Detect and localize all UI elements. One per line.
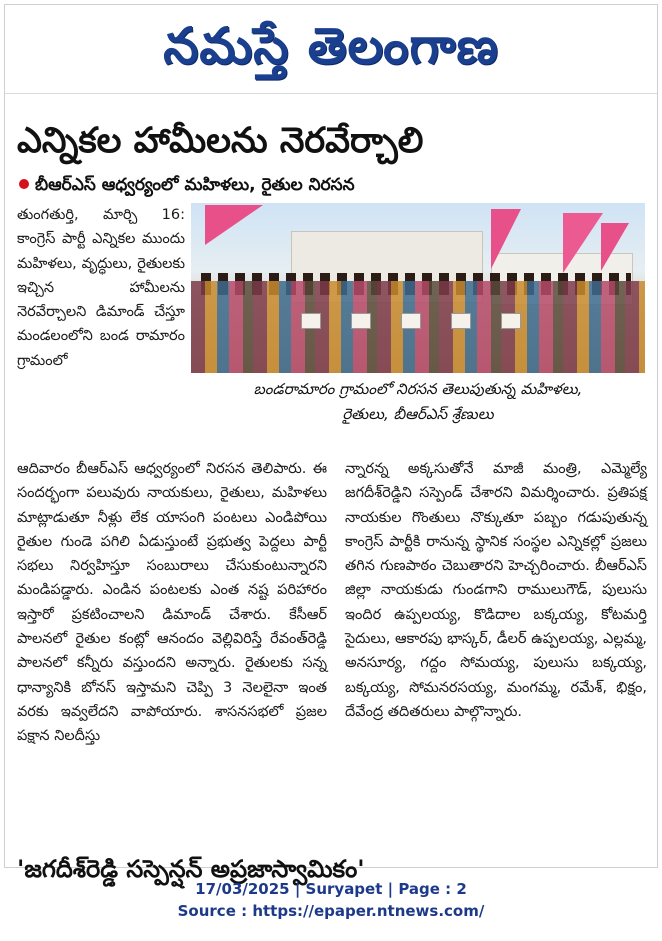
placard [301,313,321,329]
placard [501,313,521,329]
article-column-2 [345,457,647,724]
newspaper-clipping [4,4,658,883]
footer-date-edition: 17/03/2025 | Suryapet | Page : 2 [195,880,467,898]
flag-shape [563,213,603,273]
article-column-1-bottom [17,457,327,749]
bullet-icon [19,179,29,189]
news-photo [191,203,645,373]
subhead-text: బీఆర్ఎస్ ఆధ్వర్యంలో మహిళలు, రైతుల నిరసన [35,175,355,195]
flag-shape [601,223,629,271]
article-text: ఆదివారం బీఆర్ఎస్ ఆధ్వర్యంలో నిరసన తెలిపారు. ఈ సందర్భంగా పలువురు నాయకులు, రైతులు, మహిళలు మాట్లాడుతూ నీళ్లు లేక యాసంగి పంటలు ఎండిపోయి రైతుల గుండె పగిలి ఏడుస్తుంటే ప్రభుత్వ పెద్దలు పార్టీ సభలు నిర్వహిస్తూ సంబురాలు చేసుకుంటున్నారని మండిపడ్డారు. ఎండిన పంటలకు ఎంత నష్ట పరిహారం ఇస్తారో ప్రకటించాలని డిమాండ్ చేశారు. కేసీఆర్ పాలనలో రైతుల కంట్లో ఆనందం వెల్లివిరిస్తే రేవంత్‌రెడ్డి పాలనలో కన్నీరు వస్తుందని అన్నారు. రైతులకు సన్న ధాన్యానికి బోనస్ ఇస్తామని చెప్పి 3 నెలలైనా ఇంత వరకు ఇవ్వలేదని వాపోయారు. శాసనసభలో ప్రజల పక్షాన నిలదీస్తు [17,461,327,745]
article-text: న్నారన్న అక్కసుతోనే మాజీ మంత్రి, ఎమ్మెల్యే జగదీశ్‌రెడ్డిని సస్పెండ్ చేశారని విమర్శించారు. ప్రతిపక్ష నాయకుల గొంతులు నొక్కుతూ పబ్బం గడుపుతున్న కాంగ్రెస్ పార్టీకి రానున్న స్థానిక సంస్థల ఎన్నికల్లో ప్రజలు తగిన గుణపాఠం చెబుతారని హెచ్చరించారు. బీఆర్ఎస్ జిల్లా నాయకుడు గుండగాని రాములుగౌడ్, పులుసు ఇందిర ఉప్పలయ్య, కొడిదాల బక్కయ్య, కోటమర్తి సైదులు, ఆకారపు భాస్కర్, డీలర్ ఉప్పలయ్య, ఎల్లమ్మ, అనసూర్య, గద్దం సోమయ్య, పులుసు బక్కయ్య, బక్కయ్య, సోమనరసయ్య, మంగమ్మ, రమేశ్, భిక్షం, దేవేంద్ర తదితరులు పాల్గొన్నారు. [345,461,647,720]
placard [351,313,371,329]
article-text: తుంగతుర్తి, మార్చి 16: కాంగ్రెస్ పార్టీ ఎన్నికల ముందు మహిళలు, వృద్ధులు, రైతులకు ఇచ్చిన హామీలను నెరవేర్చాలని డిమాండ్ చేస్తూ మండలంలోని బండ రామారం గ్రామంలో [17,207,185,369]
footer-source-link[interactable]: Source : https://epaper.ntnews.com/ [177,902,485,920]
article-column-1-top [17,203,185,373]
article-headline: ఎన్నికల హామీలను నెరవేర్చాలి [17,121,424,161]
placard [401,313,421,329]
caption-line-1: బండరామారం గ్రామంలో నిరసన తెలుపుతున్న మహిళలు, [253,380,583,398]
flag-shape [205,205,263,245]
masthead: నమస్తే తెలంగాణ [163,17,499,75]
placard [451,313,471,329]
next-article-headline-cut [17,851,647,883]
caption-line-2: రైతులు, బీఆర్ఎస్ శ్రేణులు [342,405,494,423]
masthead-divider [5,93,657,94]
flag-shape [491,209,521,269]
photo-caption [191,377,645,427]
next-headline-text: 'జగదీశ్‌రెడ్డి సస్పెన్షన్ అప్రజాస్వామికం' [17,855,365,883]
article-subhead [19,173,649,197]
